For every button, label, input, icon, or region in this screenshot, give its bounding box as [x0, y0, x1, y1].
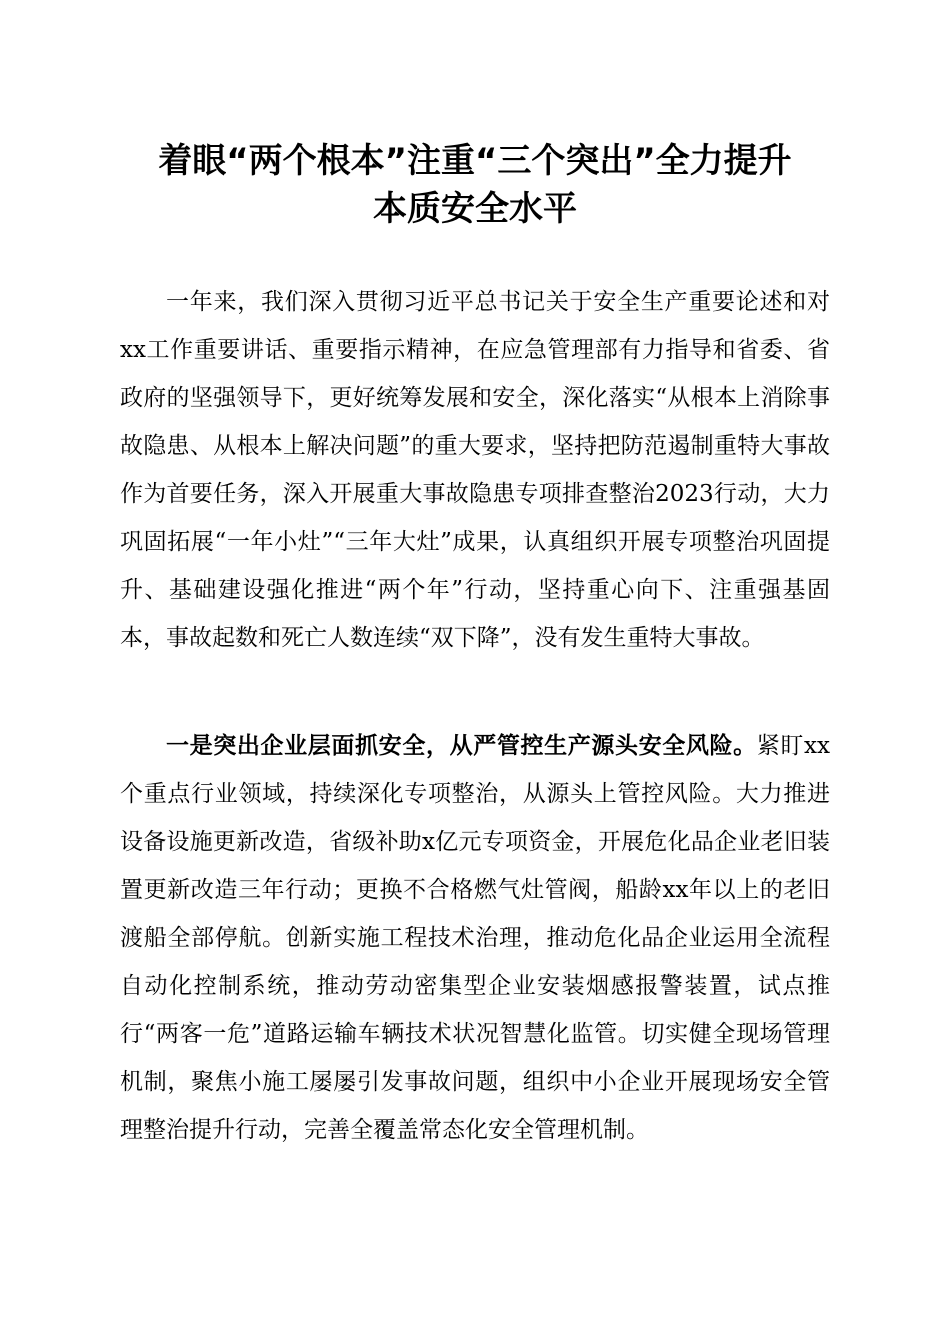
paragraph-intro: 一年来，我们深入贯彻习近平总书记关于安全生产重要论述和对xx工作重要讲话、重要指示精神，在应急管理部有力指导和省委、省政府的坚强领导下，更好统筹发展和安全，深化落实“从根本上消除事故隐患、从根本上解决问题”的重大要求，坚持把防范遏制重特大事故作为首要任务，深入开展重大事故隐患专项排查整治2023行动，大力巩固拓展“一年小灶”“三年大灶”成果，认真组织开展专项整治巩固提升、基础建设强化推进“两个年”行动，坚持重心向下、注重强基固本，事故起数和死亡人数连续“双下降”，没有发生重特大事故。: [120, 289, 830, 651]
document-title-line-2: 本质安全水平: [373, 189, 577, 229]
document-title-line-1: 着眼“两个根本”注重“三个突出”全力提升: [158, 141, 792, 181]
paragraph-enterprise-safety: [120, 722, 830, 1154]
paragraph-body-text: 紧盯xx个重点行业领域，持续深化专项整治，从源头上管控风险。大力推进设备设施更新改造，省级补助x亿元专项资金，开展危化品企业老旧装置更新改造三年行动；更换不合格燃气灶管阀，船龄xx年以上的老旧渡船全部停航。创新实施工程技术治理，推动危化品企业运用全流程自动化控制系统，推动劳动密集型企业安装烟感报警装置，试点推行“两客一危”道路运输车辆技术状况智慧化监管。切实健全现场管理机制，聚焦小施工屡屡引发事故问题，组织中小企业开展现场安全管理整治提升行动，完善全覆盖常态化安全管理机制。: [120, 733, 831, 1143]
paragraph-lead-heading: 一是突出企业层面抓安全，从严管控生产源头安全风险。: [166, 733, 757, 759]
